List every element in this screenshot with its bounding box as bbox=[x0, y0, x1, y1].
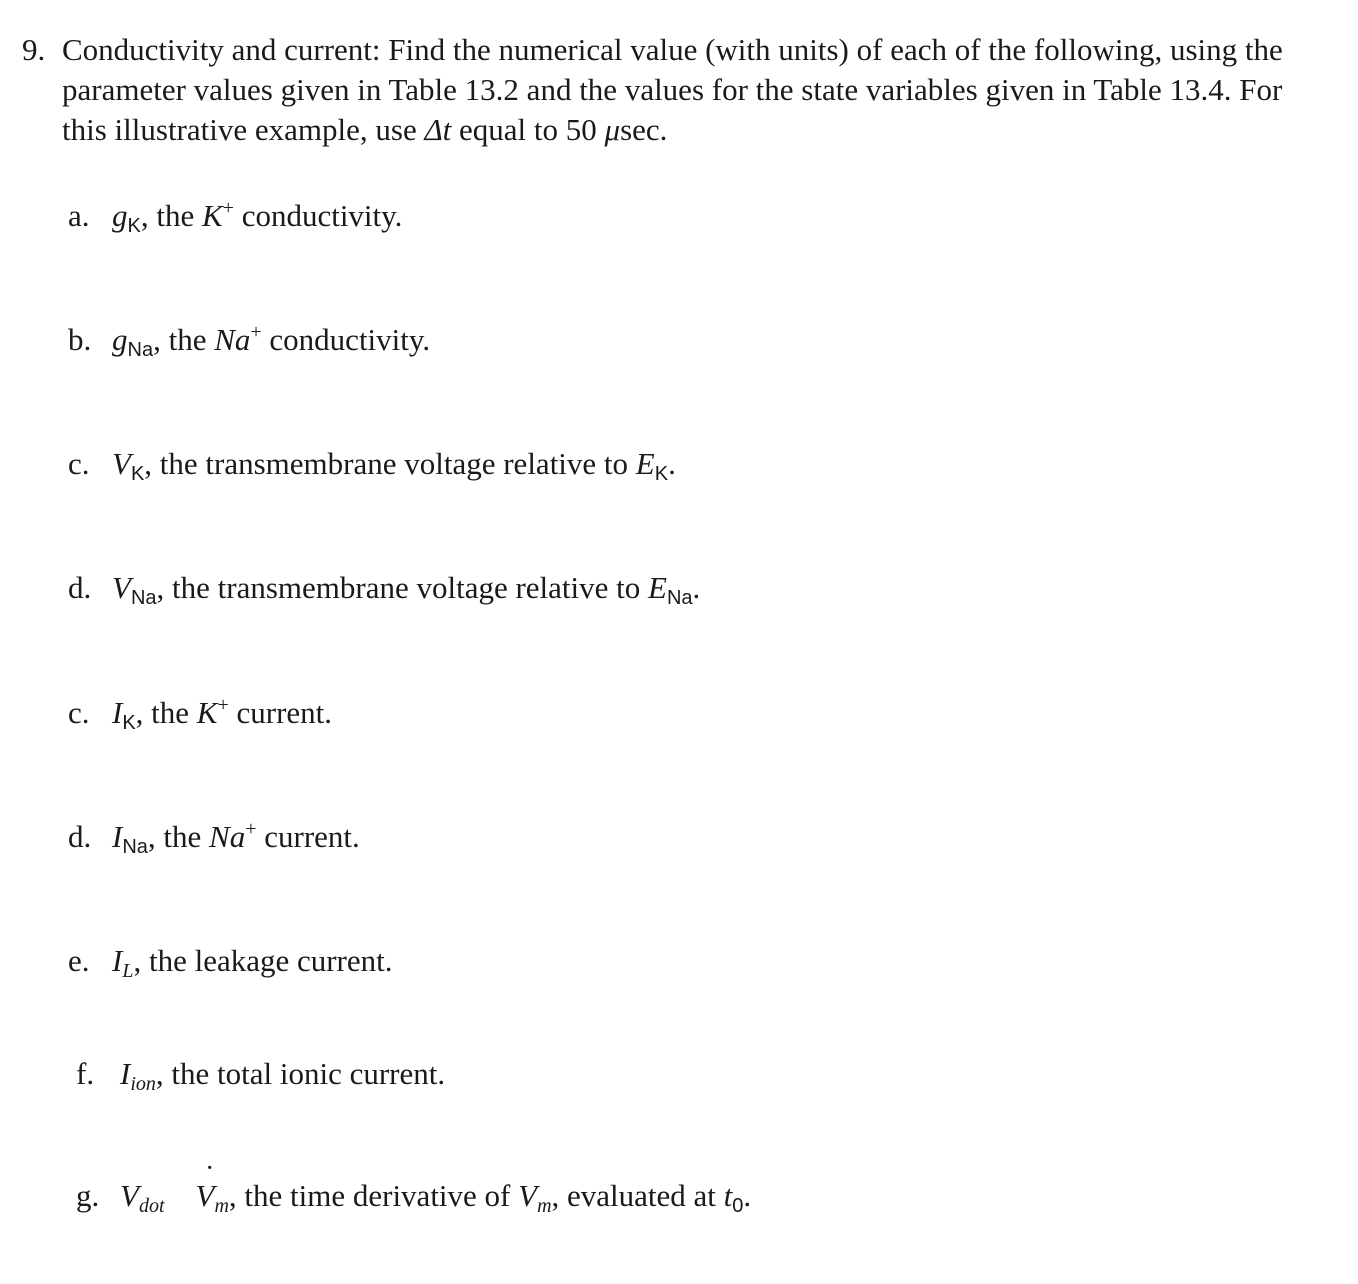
item-g: g. Vdot ˙ Vm, the time derivative of Vm, evaluated at t0. bbox=[76, 1176, 751, 1220]
item-label: c. bbox=[68, 446, 90, 481]
item-label: a. bbox=[68, 198, 90, 233]
item-f: f. Iion, the total ionic current. bbox=[76, 1056, 446, 1095]
item-a: a. gK, the K+ conductivity. bbox=[68, 197, 403, 237]
item-d2: d. INa, the Na+ current. bbox=[68, 818, 360, 858]
item-c: c. VK, the transmembrane voltage relative to EK. bbox=[68, 446, 676, 485]
item-label: e. bbox=[68, 943, 90, 978]
item-label: c. bbox=[68, 695, 90, 730]
problem-statement bbox=[22, 30, 1322, 150]
item-label: f. bbox=[76, 1056, 95, 1091]
item-label: g. bbox=[76, 1178, 100, 1213]
problem-text: Conductivity and current: Find the numerical value (with units) of each of the following, using the parameter values given in Table 13.2 and the values for the state variables given in Table 13.4. For this illustrative example, use Δt equal to 50 μsec. bbox=[62, 32, 1283, 147]
item-label: d. bbox=[68, 570, 92, 605]
item-e: e. IL, the leakage current. bbox=[68, 943, 393, 982]
item-label: d. bbox=[68, 819, 92, 854]
problem-number: 9. bbox=[22, 32, 46, 67]
item-label: b. bbox=[68, 322, 92, 357]
item-c2: c. IK, the K+ current. bbox=[68, 694, 333, 734]
item-b: b. gNa, the Na+ conductivity. bbox=[68, 321, 431, 361]
item-d: d. VNa, the transmembrane voltage relative to ENa. bbox=[68, 570, 701, 609]
